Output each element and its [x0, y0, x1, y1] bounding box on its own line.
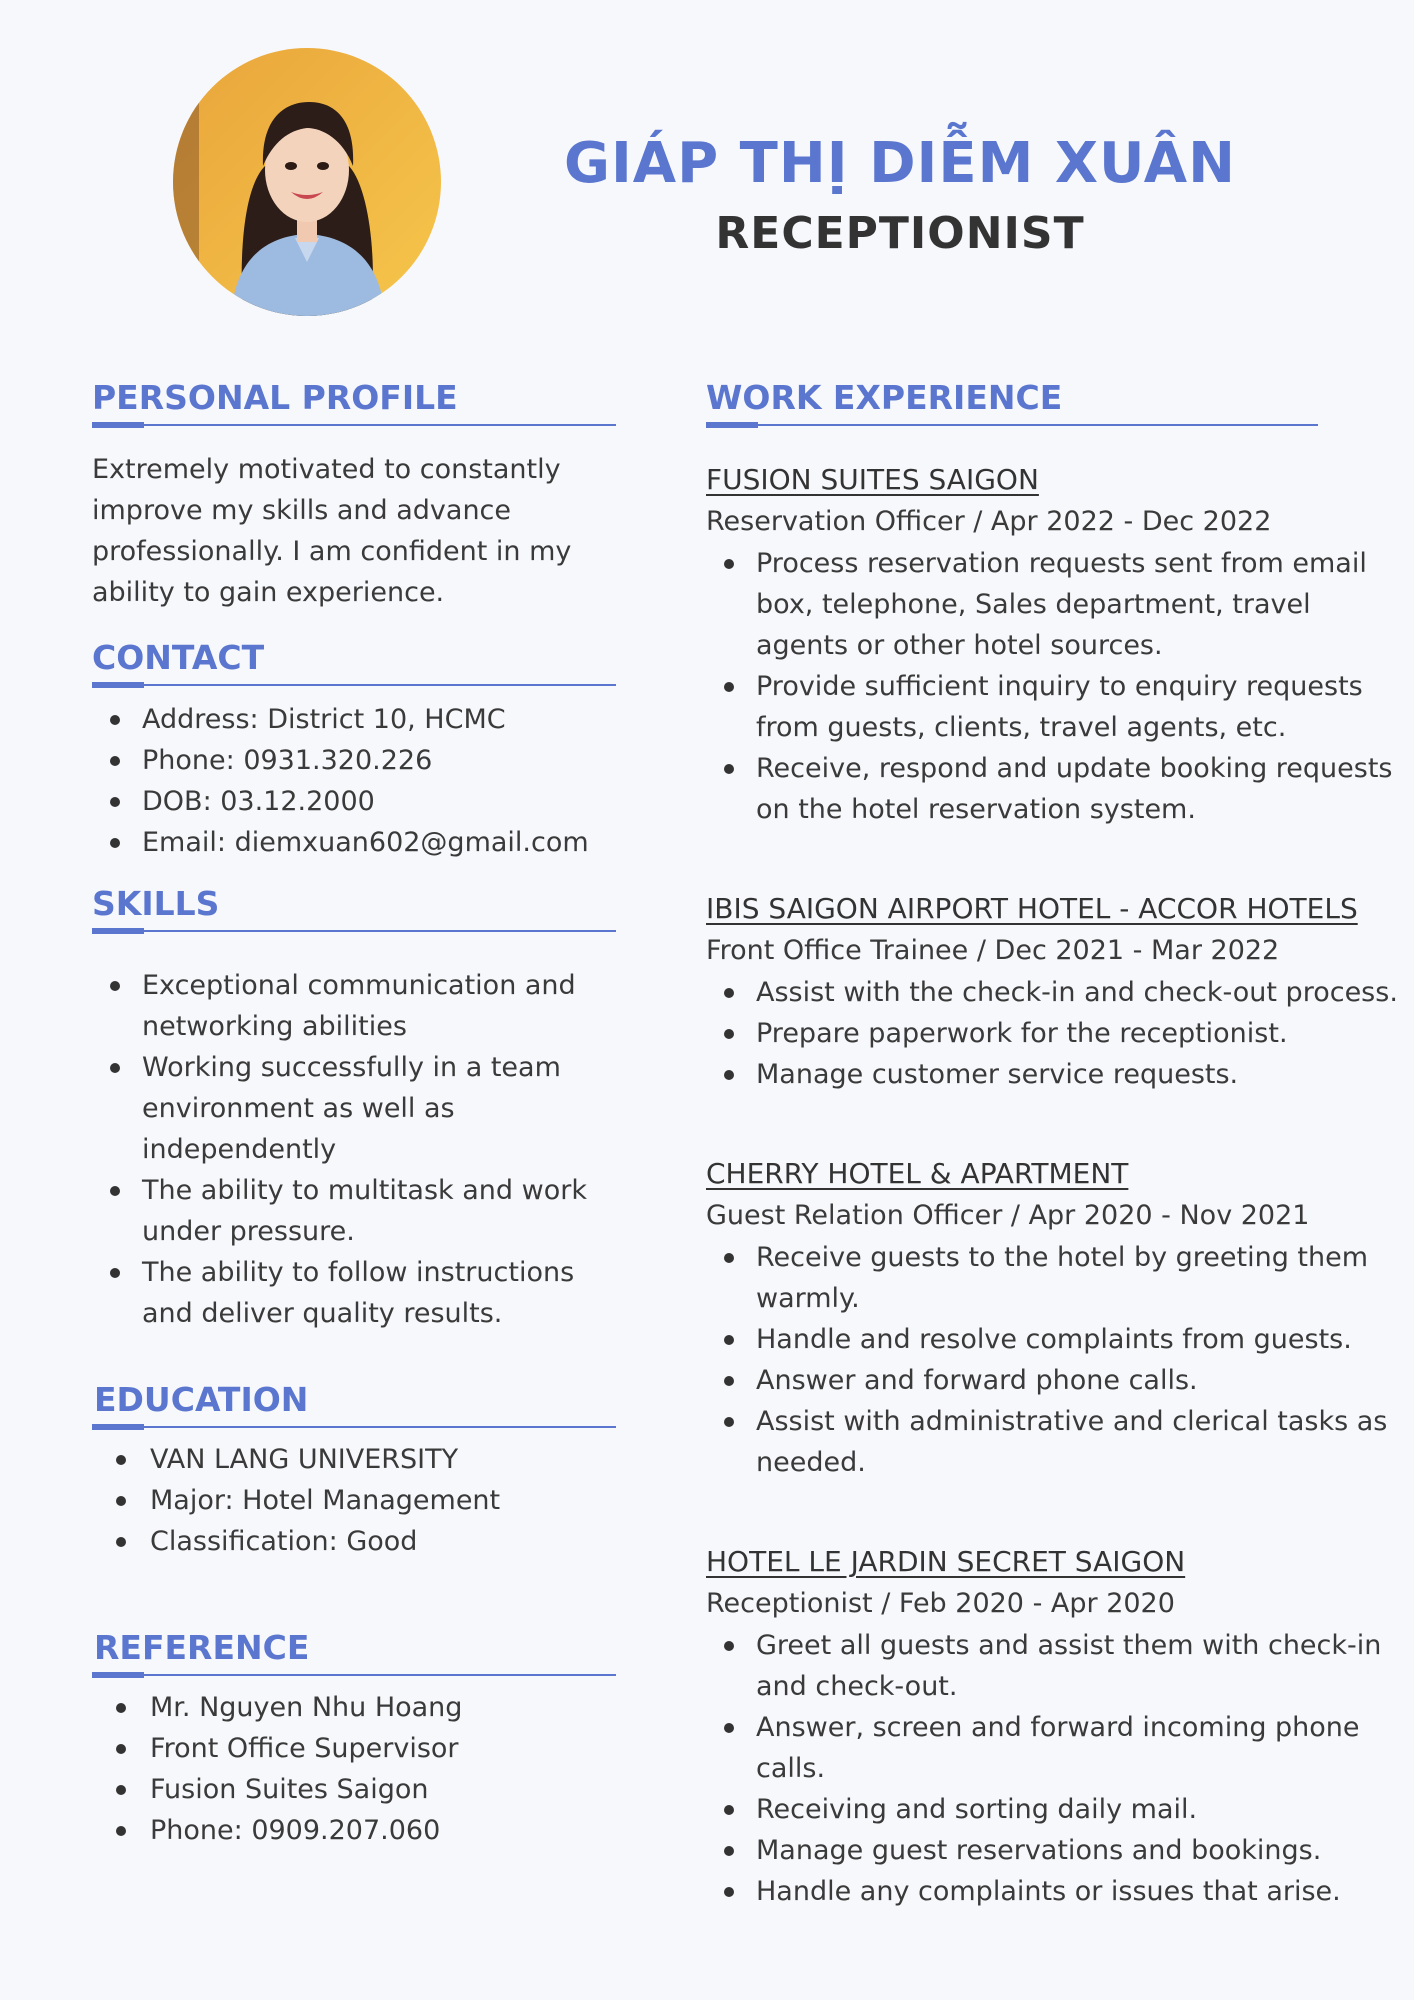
reference-position: Front Office Supervisor [92, 1728, 616, 1769]
job-duties [706, 543, 1406, 830]
list-item: Handle and resolve complaints from guests. [706, 1319, 1406, 1360]
job-entry [706, 1541, 1406, 1912]
skills-title: SKILLS [92, 884, 220, 923]
reference-phone: Phone: 0909.207.060 [92, 1810, 616, 1851]
list-item: The ability to follow instructions and deliver quality results. [92, 1252, 592, 1334]
job-duties [706, 1625, 1406, 1912]
list-item: Assist with the check-in and check-out process. [706, 972, 1406, 1013]
contact-title: CONTACT [92, 638, 265, 677]
list-item: The ability to multitask and work under pressure. [92, 1170, 592, 1252]
contact-section [92, 636, 616, 863]
list-item: Answer and forward phone calls. [706, 1360, 1406, 1401]
list-item: Prepare paperwork for the receptionist. [706, 1013, 1406, 1054]
education-major: Major: Hotel Management [92, 1480, 616, 1521]
list-item: Working successfully in a team environment as well as independently [92, 1047, 592, 1170]
contact-email: Email: diemxuan602@gmail.com [92, 822, 616, 863]
candidate-role: RECEPTIONIST [715, 208, 1085, 259]
list-item: Manage guest reservations and bookings. [706, 1830, 1406, 1871]
education-title: EDUCATION [94, 1380, 309, 1419]
list-item: Handle any complaints or issues that arise. [706, 1871, 1406, 1912]
job-company: IBIS SAIGON AIRPORT HOTEL - ACCOR HOTELS [706, 892, 1358, 925]
job-company: FUSION SUITES SAIGON [706, 463, 1039, 496]
education-school: VAN LANG UNIVERSITY [92, 1439, 616, 1480]
list-item: Receive, respond and update booking requests on the hotel reservation system. [706, 748, 1406, 830]
job-entry [706, 1153, 1406, 1483]
profile-title: PERSONAL PROFILE [92, 378, 458, 417]
list-item: Exceptional communication and networking abilities [92, 965, 592, 1047]
profile-section [92, 376, 616, 613]
reference-name: Mr. Nguyen Nhu Hoang [92, 1687, 616, 1728]
list-item: Manage customer service requests. [706, 1054, 1406, 1095]
job-company: CHERRY HOTEL & APARTMENT [706, 1157, 1129, 1190]
job-entry [706, 459, 1406, 830]
reference-list [92, 1687, 616, 1851]
contact-list [92, 699, 616, 863]
contact-dob: DOB: 03.12.2000 [92, 781, 616, 822]
skills-section [92, 882, 616, 1334]
list-item: Receive guests to the hotel by greeting them warmly. [706, 1237, 1406, 1319]
job-position: Guest Relation Officer / Apr 2020 - Nov 2021 [706, 1200, 1310, 1231]
reference-rule [92, 1672, 616, 1679]
education-rule [92, 1424, 616, 1431]
list-item: Assist with administrative and clerical tasks as needed. [706, 1401, 1406, 1483]
contact-address: Address: District 10, HCMC [92, 699, 616, 740]
job-company: HOTEL LE JARDIN SECRET SAIGON [706, 1545, 1186, 1578]
work-section [706, 376, 1398, 1912]
profile-photo-image [173, 48, 441, 316]
profile-text: Extremely motivated to constantly improve my skills and advance professionally. I am confident in my ability to gain experience. [92, 454, 572, 608]
list-item: Receiving and sorting daily mail. [706, 1789, 1406, 1830]
job-duties [706, 972, 1406, 1095]
reference-title: REFERENCE [94, 1628, 310, 1667]
work-title: WORK EXPERIENCE [706, 378, 1063, 417]
job-position: Reservation Officer / Apr 2022 - Dec 2022 [706, 506, 1272, 537]
education-classification: Classification: Good [92, 1521, 616, 1562]
job-position: Front Office Trainee / Dec 2021 - Mar 2022 [706, 935, 1280, 966]
list-item: Answer, screen and forward incoming phone calls. [706, 1707, 1406, 1789]
contact-phone: Phone: 0931.320.226 [92, 740, 616, 781]
list-item: Process reservation requests sent from email box, telephone, Sales department, travel agents or other hotel sources. [706, 543, 1406, 666]
job-duties [706, 1237, 1406, 1483]
candidate-name: GIÁP THỊ DIỄM XUÂN [563, 131, 1236, 196]
skills-list [92, 965, 592, 1334]
work-rule [706, 422, 1318, 429]
profile-rule [92, 422, 616, 429]
education-list [92, 1439, 616, 1562]
job-entry [706, 888, 1406, 1095]
education-section [92, 1378, 616, 1562]
reference-company: Fusion Suites Saigon [92, 1769, 616, 1810]
list-item: Greet all guests and assist them with check-in and check-out. [706, 1625, 1406, 1707]
job-entries [706, 459, 1406, 1912]
list-item: Provide sufficient inquiry to enquiry requests from guests, clients, travel agents, etc. [706, 666, 1406, 748]
skills-rule [92, 928, 616, 935]
profile-photo [173, 48, 441, 316]
contact-rule [92, 682, 616, 689]
reference-section [92, 1626, 616, 1851]
job-position: Receptionist / Feb 2020 - Apr 2020 [706, 1588, 1175, 1619]
